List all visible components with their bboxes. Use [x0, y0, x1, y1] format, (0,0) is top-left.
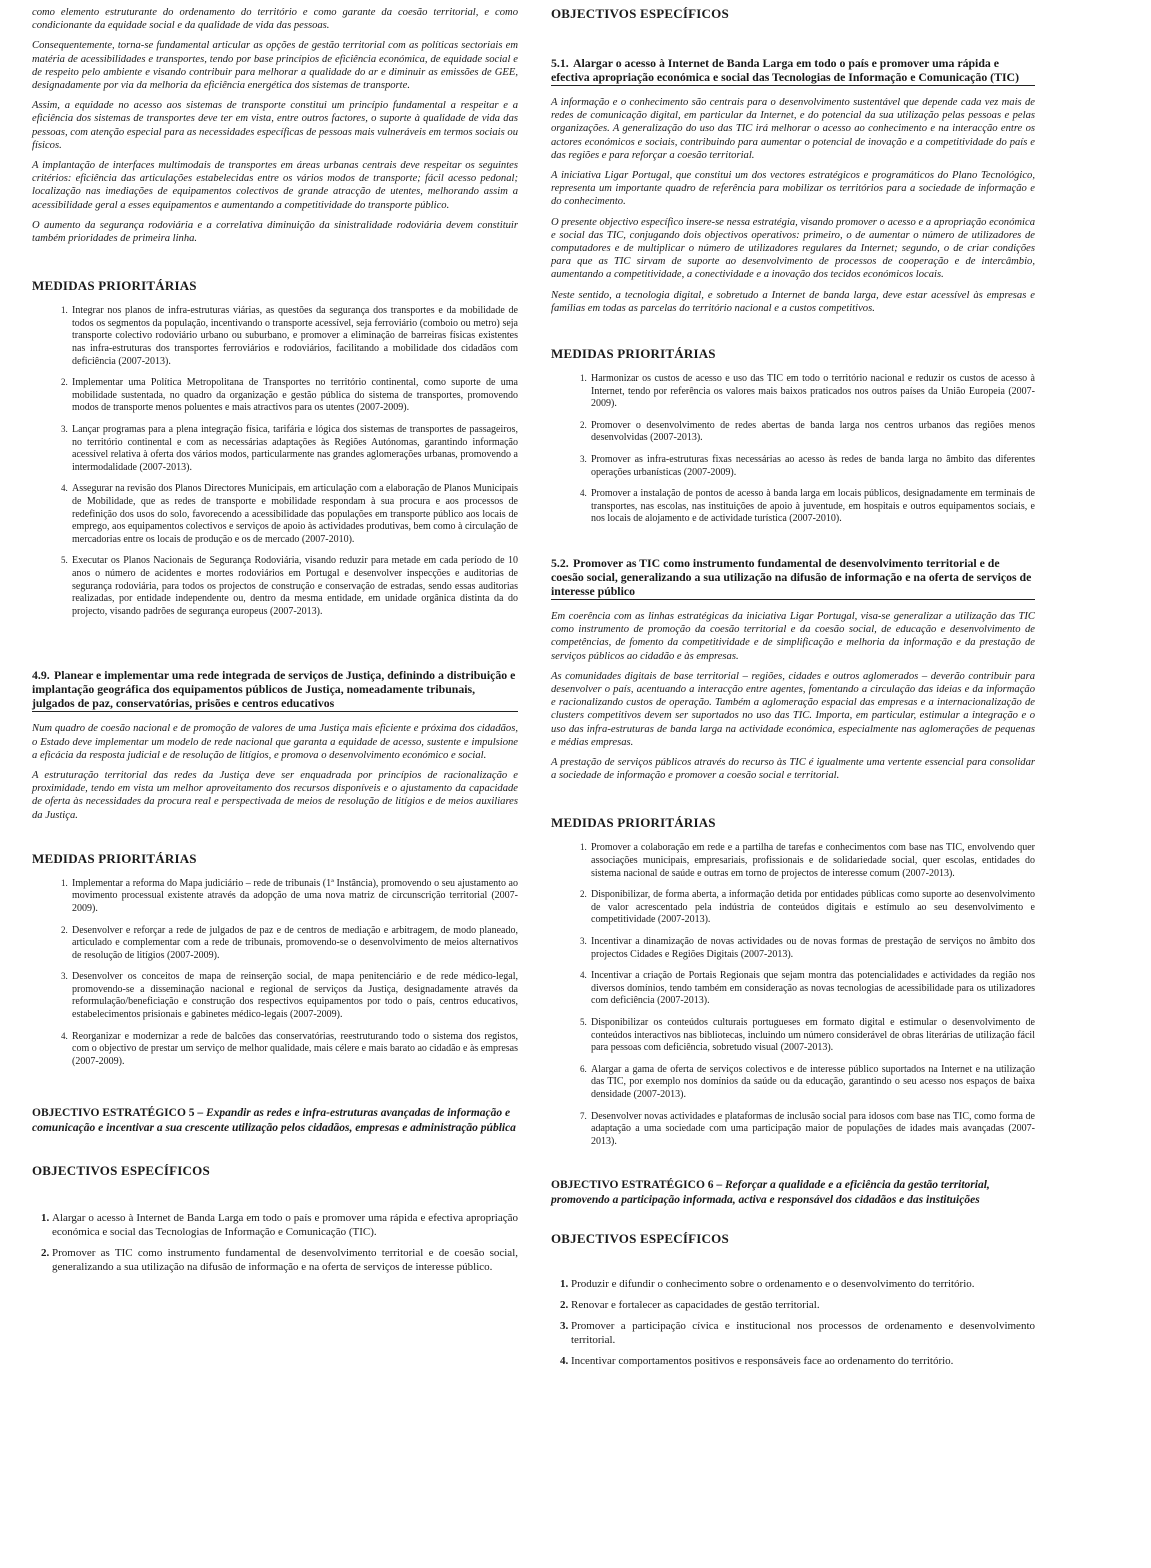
objectivo-text: Reforçar a qualidade e a eficiência da gestão territorial, promovendo a participação informada, activa e responsável dos cidadãos e das instituições	[551, 1179, 990, 1206]
paragraph: Em coerência com as linhas estratégicas da iniciativa Ligar Portugal, visa-se generalizar a utilização das TIC como instrumento de promoção da coesão territorial e da coesão social, de educação e desenvolvimento de competências, de fomento da competitividade e de simplificação e melhoria da informação e da prestação de serviços públicos ao cidadão e às empresas.	[551, 610, 1035, 662]
list-item: 5. Disponibilizar os conteúdos culturais portugueses em formato digital e estimular o desenvolvimento de conteúdos interactivos nas bibliotecas, incluindo um número considerável de obras literárias de utilização fácil para pessoas com deficiência, sobretudo visual (2007-2013).	[589, 1016, 1035, 1055]
paragraph: como elemento estruturante do ordenamento do território e como garante da coesão territorial, e como condicionante da equidade social e da qualidade de vida das pessoas.	[32, 7, 518, 32]
especificos-list	[551, 1277, 1035, 1368]
section-number: 4.9.	[32, 668, 50, 683]
list-item: 1. Promover a colaboração em rede e a partilha de tarefas e conhecimentos com base nas TIC, envolvendo quer associações municipais, empresariais, profissionais e de solidariedade social, quer escolas, entidades do sistema nacional de saúde e outras em torno de projectos de interesse comum (2007-2013).	[589, 841, 1035, 880]
list-item: 1. Implementar a reforma do Mapa judiciário – rede de tribunais (1ª Instância), promovendo o seu ajustamento ao movimento processual existente através da adopção de uma nova matriz de circunscrição territorial (2007-2009).	[70, 877, 518, 916]
list-item: 1. Alargar o acesso à Internet de Banda Larga em todo o país e promover uma rápida e efectiva apropriação económica e social das Tecnologias de Informação e Comunicação (TIC).	[52, 1211, 518, 1239]
list-item: 6. Alargar a gama de oferta de serviços colectivos e de interesse público suportados na Internet e na utilização das TIC, por exemplo nos domínios da saúde ou da educação, garantindo o seu acesso nos espaços de baixa densidade (2007-2013).	[589, 1063, 1035, 1102]
section-title: Planear e implementar uma rede integrada de serviços de Justiça, definindo a distribuição e implantação geográfica dos equipamentos públicos de Justiça, nomeadamente tribunais, julgados de paz, conservatórias, prisões e centros educativos	[32, 668, 516, 711]
list-item: 2. Desenvolver e reforçar a rede de julgados de paz e de centros de mediação e arbitragem, de modo planeado, articulado e complementar com a rede de tribunais, promovendo-se o desenvolvimento de meios alternativos de resolução de litígios (2007-2009).	[70, 924, 518, 963]
paragraph: A prestação de serviços públicos através do recurso às TIC é igualmente uma vertente essencial para consolidar a sociedade de informação e promover a coesão social e territorial.	[551, 757, 1035, 782]
especificos-title: OBJECTIVOS ESPECÍFICOS	[551, 6, 729, 21]
list-item: 2. Implementar uma Política Metropolitana de Transportes no território continental, como suporte de uma mobilidade sustentada, no quadro da organização e gestão pública do sistema de transportes, promovendo modos de transporte menos poluentes e mais atractivos para os utentes (2007-2009).	[70, 376, 518, 415]
list-item: 4. Incentivar a criação de Portais Regionais que sejam montra das potencialidades e actividades da região nos diversos domínios, tendo também em consideração as novas tecnologias de acessibilidade para os utilizadores com deficiência (2007-2013).	[589, 969, 1035, 1008]
list-item: 3. Lançar programas para a plena integração física, tarifária e lógica dos sistemas de transportes de passageiros, no território continental e com as necessárias adaptações às Regiões Autónomas, garantindo informação acessível relativa à oferta dos vários modos, particularmente nas grandes aglomerações urbanas, promovendo a intermodalidade (2007-2013).	[70, 423, 518, 474]
left-column	[32, 6, 518, 1281]
medidas-title: MEDIDAS PRIORITÁRIAS	[32, 278, 197, 294]
list-item: 3. Promover as infra-estruturas fixas necessárias ao acesso às redes de banda larga no âmbito das diferentes operações urbanísticas (2007-2009).	[589, 453, 1035, 479]
objectivo-estrategico-5	[32, 1106, 518, 1135]
paragraph: Num quadro de coesão nacional e de promoção de valores de uma Justiça mais eficiente e próxima dos cidadãos, o Estado deve implementar um modelo de rede nacional que garanta a equidade de acesso, sustente e impulsione a eficácia da resposta judicial e de resolução de litígios, e promova o desenvolvimento económico e social.	[32, 723, 518, 761]
medidas-list	[551, 841, 1035, 1148]
medidas-title: MEDIDAS PRIORITÁRIAS	[551, 815, 716, 831]
list-item: 7. Desenvolver novas actividades e plataformas de inclusão social para idosos com base nas TIC, como forma de adaptação a uma sociedade com uma participação maior de populações de idades mais avançadas (2007-2013).	[589, 1110, 1035, 1149]
medidas-list	[32, 877, 518, 1069]
list-item: 4. Reorganizar e modernizar a rede de balcões das conservatórias, reestruturando todo o sistema dos registos, com o objectivo de prestar um serviço de melhor qualidade, mais célere e mais barato ao cidadão e às empresas (2007-2009).	[70, 1030, 518, 1069]
medidas-list	[551, 372, 1035, 526]
especificos-title: OBJECTIVOS ESPECÍFICOS	[551, 1231, 729, 1247]
objectivo-estrategico-6	[551, 1178, 1035, 1207]
medidas-list	[32, 304, 518, 618]
list-item: 4. Incentivar comportamentos positivos e responsáveis face ao ordenamento do território.	[571, 1354, 1035, 1368]
intro-paragraphs	[32, 6, 518, 245]
list-item: 1. Produzir e difundir o conhecimento sobre o ordenamento e o desenvolvimento do território.	[571, 1277, 1035, 1291]
section-number: 5.1.	[551, 56, 569, 70]
paragraph: A implantação de interfaces multimodais de transportes em áreas urbanas centrais deve respeitar os seguintes critérios: eficiência das articulações estabelecidas entre os vários modos de transporte; fácil acesso pedonal; localização nas imediações de equipamentos colectivos de grande atracção de utentes, melhorando assim a acessibilidade geral a esses equipamentos e aumentando a competitividade do transporte público.	[32, 160, 518, 211]
list-item: 3. Incentivar a dinamização de novas actividades ou de novas formas de prestação de serviços no âmbito dos projectos Cidades e Regiões Digitais (2007-2013).	[589, 935, 1035, 961]
list-item: 1. Integrar nos planos de infra-estruturas viárias, as questões da segurança dos transportes e da mobilidade de todos os segmentos da população, incentivando o transporte acessível, seja ferroviário (comboio ou metro) seja transporte colectivo rodoviário urbano ou suburbano, e promover a eliminação de barreiras físicas existentes nas infra-estruturas dos transportes ferroviários e rodoviários, facilitando a mobilidade dos cidadãos com deficiência (2007-2013).	[70, 304, 518, 368]
paragraph: Assim, a equidade no acesso aos sistemas de transporte constitui um princípio fundamental a respeitar e a eficiência dos sistemas de transportes deve ter em vista, entre outros factores, o suporte à qualidade de vida das pessoas, com atenção especial para as necessidades específicas de pessoas mais vulneráveis em termos sociais ou físicos.	[32, 100, 518, 151]
paragraph: O aumento da segurança rodoviária e a correlativa diminuição da sinistralidade rodoviária devem constituir também prioridades de primeira linha.	[32, 219, 518, 245]
section-heading-4-9	[32, 668, 518, 712]
objectivo-label: OBJECTIVO ESTRATÉGICO 6 –	[551, 1179, 726, 1192]
paragraph: A iniciativa Ligar Portugal, que constitui um dos vectores estratégicos e programáticos do Plano Tecnológico, representa um importante quadro de referência para mobilizar os territórios para a sociedade de informação e do conhecimento.	[551, 170, 1035, 208]
paragraph: As comunidades digitais de base territorial – regiões, cidades e outros aglomerados – deverão contribuir para desenvolver o país, acentuando a interacção entre agentes, fomentando a circulação das ideias e da informação e racionalizando custos de operação. Também a aglomeração espacial das empresas e a internacionalização de clusters competitivos devem ser suportados no uso das TIC. Importa, em particular, estimular a integração e o uso das infra-estruturas de banda larga na actividade económica, especialmente nas aglomerações de pequenas e médias empresas.	[551, 670, 1035, 748]
list-item: 3. Desenvolver os conceitos de mapa de reinserção social, de mapa penitenciário e de rede médico-legal, promovendo-se a disseminação nacional e regional de serviços da Justiça, designadamente através da reformulação/beneficiação e construção dos respectivos equipamentos por todo o país, centros educativos, estabelecimentos prisionais e gabinetes médico-legais (2007-2009).	[70, 970, 518, 1021]
list-item: 5. Executar os Planos Nacionais de Segurança Rodoviária, visando reduzir para metade em cada período de 10 anos o número de acidentes e mortes rodoviários em Portugal e desenvolver inspecções e auditorias de segurança rodoviária, para todos os projectos de construção e conservação de estradas, sendo essas auditorias realizadas, por entidade independente ou, dentro da mesma entidade, em unidade orgânica distinta da do projecto, visando padrões de segurança europeus (2007-2013).	[70, 554, 518, 618]
section-heading-5-1	[551, 56, 1035, 86]
list-item: 2. Renovar e fortalecer as capacidades de gestão territorial.	[571, 1298, 1035, 1312]
list-item: 2. Disponibilizar, de forma aberta, a informação detida por entidades públicas como suporte ao desenvolvimento de valor acrescentado pela indústria de conteúdos digitais e estímulo ao seu desenvolvimento e competitividade (2007-2013).	[589, 888, 1035, 927]
list-item: 2. Promover o desenvolvimento de redes abertas de banda larga nos centros urbanos das regiões menos desenvolvidas (2007-2013).	[589, 419, 1035, 445]
list-item: 4. Promover a instalação de pontos de acesso à banda larga em locais públicos, designadamente em terminais de transportes, nas escolas, nas instituições de apoio à juventude, em hospitais e outros equipamentos sociais, e nos locais de alojamento e de actividade turística (2007-2010).	[589, 487, 1035, 526]
objectivo-label: OBJECTIVO ESTRATÉGICO 5 –	[32, 1107, 207, 1120]
paragraph: A informação e o conhecimento são centrais para o desenvolvimento sustentável que depende cada vez mais de redes de comunicação digital, em particular da Internet, e do potencial da sua utilização pelas pessoas e pelas organizações. A generalização do uso das TIC irá melhorar o acesso ao conhecimento e na interacção entre os actores económicos e sociais, contribuindo para aumentar o potencial de inovação e a competitividade do país e das regiões e para reforçar a coesão territorial.	[551, 97, 1035, 161]
especificos-title: OBJECTIVOS ESPECÍFICOS	[32, 1163, 210, 1179]
list-item: 1. Harmonizar os custos de acesso e uso das TIC em todo o território nacional e reduzir os custos de acesso à Internet, tendo por referência os valores mais baixos praticados nos outros países da União Europeia (2007-2009).	[589, 372, 1035, 411]
list-item: 4. Assegurar na revisão dos Planos Directores Municipais, em articulação com a elaboração de Planos Municipais de Mobilidade, que as redes de transporte e mobilidade respondam à sua procura e aos processos de redefinição dos usos do solo, favorecendo a acessibilidade das populações em transporte público aos locais de emprego, aos equipamentos colectivos e serviços de apoio às actividades produtivas, bem como à circulação de mercadorias entre os locais de produção e os de mercado (2007-2010).	[70, 482, 518, 546]
especificos-list	[32, 1211, 518, 1274]
medidas-title: MEDIDAS PRIORITÁRIAS	[32, 850, 197, 866]
list-item: 2. Promover as TIC como instrumento fundamental de desenvolvimento territorial e de coesão social, generalizando a sua utilização na difusão de informação e na oferta de serviços de interesse público.	[52, 1246, 518, 1274]
objectivo-text: Expandir as redes e infra-estruturas avançadas de informação e comunicação e incentivar a sua crescente utilização pelos cidadãos, empresas e administração pública	[32, 1107, 516, 1134]
section-title: Promover as TIC como instrumento fundamental de desenvolvimento territorial e de coesão social, generalizando a sua utilização na difusão de informação e na oferta de serviços de interesse público	[551, 555, 1032, 598]
medidas-title: MEDIDAS PRIORITÁRIAS	[551, 346, 716, 362]
right-column	[551, 6, 1035, 1375]
paragraph: O presente objectivo específico insere-se nessa estratégia, visando promover o acesso e a apropriação económica e social das TIC, conjugando dois objectivos operativos: primeiro, o de aumentar o número de utilizadores de computadores e de multiplicar o número de utilizadores regulares da Internet; segundo, o de criar condições para que as TIC sirvam de suporte ao desenvolvimento de processos de cooperação e de intercâmbio, aumentando a competitividade, a conectividade e a inovação dos tecidos económicos locais.	[551, 216, 1035, 281]
section-heading-5-2	[551, 556, 1035, 600]
section-title: Alargar o acesso à Internet de Banda Larga em todo o país e promover uma rápida e efectiva apropriação económica e social das Tecnologias de Informação e Comunicação (TIC)	[551, 56, 1019, 84]
paragraph: Consequentemente, torna-se fundamental articular as opções de gestão territorial com as políticas sectoriais em matéria de acessibilidades e transportes, tendo por base princípios de eficiência económica, de equidade social e de respeito pelo ambiente e visando contribuir para melhorar a qualidade do ar e diminuir as emissões de GEE, designadamente por via da melhoria da eficiência energética dos sistemas de transporte.	[32, 40, 518, 92]
paragraph: A estruturação territorial das redes da Justiça deve ser enquadrada por princípios de racionalização e proximidade, tendo em vista um melhor aproveitamento dos recursos disponíveis e o ajustamento da capacidade de oferta às necessidades da procura real e perspectivada de meios de resolução de litígios e de meios auxiliares da Justiça.	[32, 769, 518, 821]
paragraph: Neste sentido, a tecnologia digital, e sobretudo a Internet de banda larga, deve estar acessível às empresas e famílias em todas as parcelas do território nacional e a custos competitivos.	[551, 289, 1035, 314]
list-item: 3. Promover a participação cívica e institucional nos processos de ordenamento e desenvolvimento territorial.	[571, 1319, 1035, 1347]
section-number: 5.2.	[551, 555, 569, 570]
